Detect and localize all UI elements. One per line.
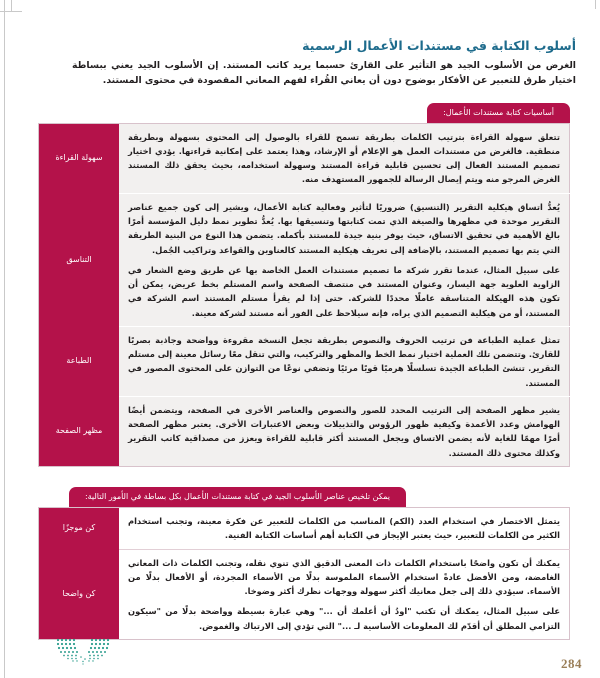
intro-paragraph: الغرض من الأسلوب الجيد هو التأثير على القارئ حسبما يريد كاتب المستند. إن الأسلوب الجيد يعني ببساطة اختيار طرق للتعبير عن الأفكار بوضوح دون أن يعاني القُراء لفهم المعاني المقصودة في محتوى المستند. bbox=[72, 60, 576, 87]
page-title: أسلوب الكتابة في مستندات الأعمال الرسمية bbox=[302, 38, 576, 53]
table-cell-label: سهولة القراءة bbox=[39, 123, 120, 193]
section-one-badge-row bbox=[10, 103, 594, 123]
paragraph: يمكنك أن تكون واضحًا باستخدام الكلمات ذات المعنى الدقيق الذي تنوي نقله، وتجنب الكلمات ذات المعاني الغامضة، ومن الأفضل عادةً استخدام الأسماء الملموسة بدلًا من الأسماء المجردة، أو الأفعال بدلًا من الأسماء. سيؤدي ذلك إلى جعل معانيك أكثر سهولة ووجهات نظرك أكثر وضوخا. bbox=[128, 557, 560, 597]
page-content bbox=[10, 0, 594, 678]
table-cell-label: مظهر الصفحة bbox=[39, 396, 120, 466]
table-row bbox=[39, 507, 570, 549]
table-row bbox=[39, 123, 570, 193]
paragraph: على سبيل المثال، يمكنك أن تكتب "اودُ أن أعلمك أن ..." وهي عبارة بسيطة وواضحة بدلًا من "سيكون التزامي المطلق أن أقدّم لك المعلومات الأساسية لـ ..." التي تؤدي إلى الارتباك والغموض. bbox=[128, 606, 560, 631]
ministry-of-education-logo-icon bbox=[52, 636, 132, 666]
page-number: 284 bbox=[561, 656, 582, 671]
table-row bbox=[39, 193, 570, 326]
table-cell-label: كن موجزًا bbox=[39, 507, 120, 549]
summary-table bbox=[38, 507, 570, 640]
table-row bbox=[39, 396, 570, 466]
table-cell-content bbox=[119, 193, 570, 326]
table-cell-label: التناسق bbox=[39, 193, 120, 326]
table-row bbox=[39, 326, 570, 396]
table-cell-label: الطباعة bbox=[39, 326, 120, 396]
table-cell-content bbox=[119, 396, 570, 466]
crop-mark-top-right bbox=[595, 0, 596, 9]
paragraph: تمثل عملية الطباعة فن ترتيب الحروف والنصوص بطريقة تجعل النسخة مقروءة وواضحة وجاذبة بصريًا للقارئ. وتتضمن تلك العملية اختيار نمط الخط والمظهر والتركيب، والتي تنقل معًا رسائل معينة إلى مستلم التقرير. تنشئ الطباعة الجيدة تسلسلًا هرميًا قويًا مرئيًا وتضفي نوعًا من التوازن على المحتوى المصور في المستند. bbox=[128, 334, 560, 388]
section-two-badge: يمكن تلخيص عناصر الأسلوب الجيد في كتابة مستندات الأعمال بكل بساطة في الأمور التالية: bbox=[69, 487, 406, 507]
table-row bbox=[39, 549, 570, 639]
paragraph: تتعلق سهولة القراءة بترتيب الكلمات بطريقة تسمح للقراء بالوصول إلى المحتوى بسهولة وبطريقة منطقية. فالغرض من مستندات العمل هو الإعلام أو الإرشاد، وهذا يعتمد على إمكانية قراءتها. يؤدي اختيار تصميم المستند الفعال إلى تحسين قابلية قراءة المستند وسهولة استخدامه، بحيث يحقق ذلك المستند الغرض المرجو منه ويتم إيصال الرسالة للجمهور المستهدف منه. bbox=[128, 131, 560, 185]
table-cell-content bbox=[119, 123, 570, 193]
table-cell-content bbox=[119, 549, 570, 639]
page-footer bbox=[10, 632, 594, 678]
page-edge-line bbox=[4, 0, 5, 678]
paragraph: يتمثل الاختصار في استخدام العدد (الكم) المناسب من الكلمات للتعبير عن فكرة معينة، وتجنب استخدام الكثير من الكلمات للتعبير، حيث يعتبر الإيجاز في الكتابة أهم أساسات الكتابة الفنية. bbox=[128, 515, 560, 541]
section-two-badge-row bbox=[10, 487, 406, 507]
section-one-badge: أساسيات كتابة مستندات الأعمال: bbox=[427, 103, 570, 123]
paragraph: يشير مظهر الصفحة إلى الترتيب المحدد للصور والنصوص والعناصر الأخرى في الصفحة، ويتضمن أيضًا الهوامش وعدد الأعمدة وكيفية ظهور الرؤوس والتذييلات وبعض الاعتبارات الأخرى. يعتبر مظهر الصفحة أمرًا مهمًا للغاية لأنه يضمن الاتساق ويجعل المستند أكثر قابلية للقراءة ويعزز من مصداقية كاتب التقرير وكذلك محتوى ذلك المستند. bbox=[128, 404, 560, 458]
table-cell-label: كن واضحا bbox=[39, 549, 120, 639]
table-cell-content bbox=[119, 507, 570, 549]
paragraph: على سبيل المثال، عندما تقرر شركة ما تصميم مستندات العمل الخاصة بها عن طريق وضع الشعار في الزاوية العلوية جهة اليسار، وعنوان المستند في منتصف الصفحة واسم المستلم بخط عريض، يمكن أن تكون هذه الهيكلة المتناسقة عاملًا محددًا للشركة. حتى إذا لم يقرأ مستلم المستند اسم الشركة في المستند، أو من هيكلية التصميم الذي يراه، فإنه سيلاحظ على الفور أنه مستند لشركة معينة. bbox=[128, 264, 560, 318]
table-cell-content bbox=[119, 326, 570, 396]
paragraph: يُعدُّ اتساق هيكلية التقرير (التنسيق) ضروريًا لتأثير وفعالية كتابة الأعمال، ويشير إلى كون جميع عناصر التقرير موحدة في مظهرها والصيغة الذي تمت كتابتها وتنسيقها بها. يُعدُّ تطوير نمط دليل المؤسسة أمرًا بالغ الأهمية في تحقيق الاتساق، حيث يوفر بنية جيدة للمستند بأكمله. يتضمن هذا النوع من البنية الطريقة التي يتم بها تصميم المستند، بالإضافة إلى تعريف هيكلية المستند كالعناوين والقواعد وتراكيب الجُمل. bbox=[128, 201, 560, 255]
basics-table bbox=[38, 123, 570, 467]
